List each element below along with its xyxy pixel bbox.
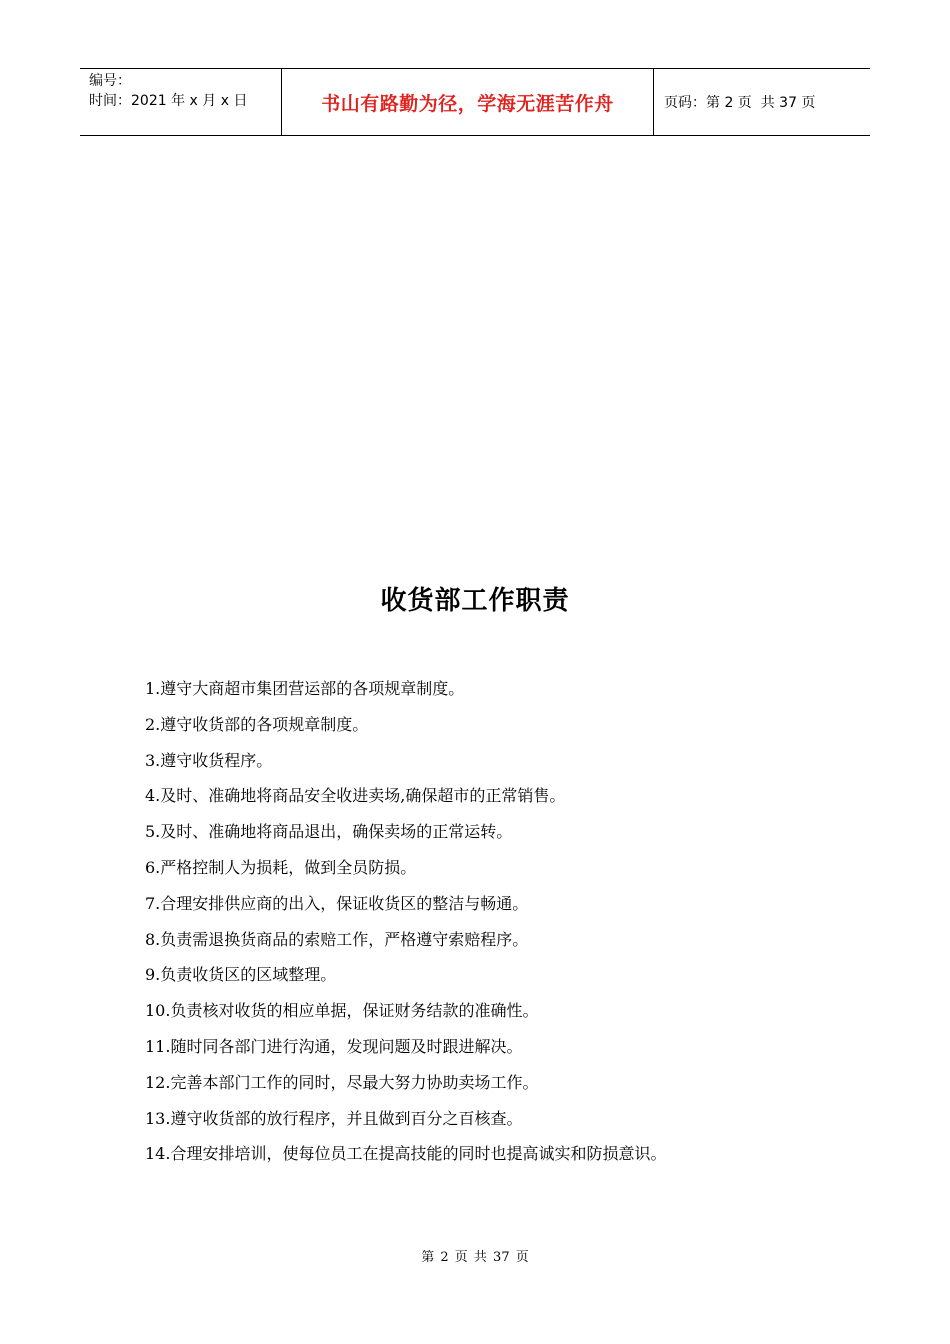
list-item: 4.及时、准确地将商品安全收进卖场,确保超市的正常销售。 bbox=[145, 786, 566, 806]
header-motto: 书山有路勤为径，学海无涯苦作舟 bbox=[282, 69, 654, 135]
list-item: 13.遵守收货部的放行程序，并且做到百分之百核查。 bbox=[145, 1108, 523, 1128]
list-item: 12.完善本部门工作的同时，尽最大努力协助卖场工作。 bbox=[145, 1072, 539, 1092]
list-item: 10.负责核对收货的相应单据，保证财务结款的准确性。 bbox=[145, 1001, 539, 1021]
header-meta bbox=[80, 69, 282, 135]
duties-list bbox=[145, 674, 845, 1175]
list-item: 9.负责收货区的区域整理。 bbox=[145, 965, 337, 985]
list-item: 11.随时同各部门进行沟通，发现问题及时跟进解决。 bbox=[145, 1036, 523, 1056]
page-header bbox=[80, 68, 870, 136]
document-date: 时间：2021 年 x 月 x 日 bbox=[89, 93, 248, 109]
list-item: 2.遵守收货部的各项规章制度。 bbox=[145, 714, 369, 734]
document-number-label: 编号： bbox=[89, 73, 131, 89]
list-item: 8.负责需退换货商品的索赔工作，严格遵守索赔程序。 bbox=[145, 929, 529, 949]
list-item: 6.严格控制人为损耗，做到全员防损。 bbox=[145, 857, 417, 877]
document-title: 收货部工作职责 bbox=[380, 586, 570, 616]
list-item: 7.合理安排供应商的出入，保证收货区的整洁与畅通。 bbox=[145, 893, 529, 913]
header-page-info: 页码：第 2 页 共 37 页 bbox=[664, 95, 816, 111]
page-footer: 第 2 页 共 37 页 bbox=[421, 1250, 529, 1265]
list-item: 1.遵守大商超市集团营运部的各项规章制度。 bbox=[145, 679, 465, 698]
list-item: 3.遵守收货程序。 bbox=[145, 750, 273, 770]
list-item: 5.及时、准确地将商品退出，确保卖场的正常运转。 bbox=[145, 822, 513, 842]
list-item: 14.合理安排培训，使每位员工在提高技能的同时也提高诚实和防损意识。 bbox=[145, 1144, 667, 1164]
